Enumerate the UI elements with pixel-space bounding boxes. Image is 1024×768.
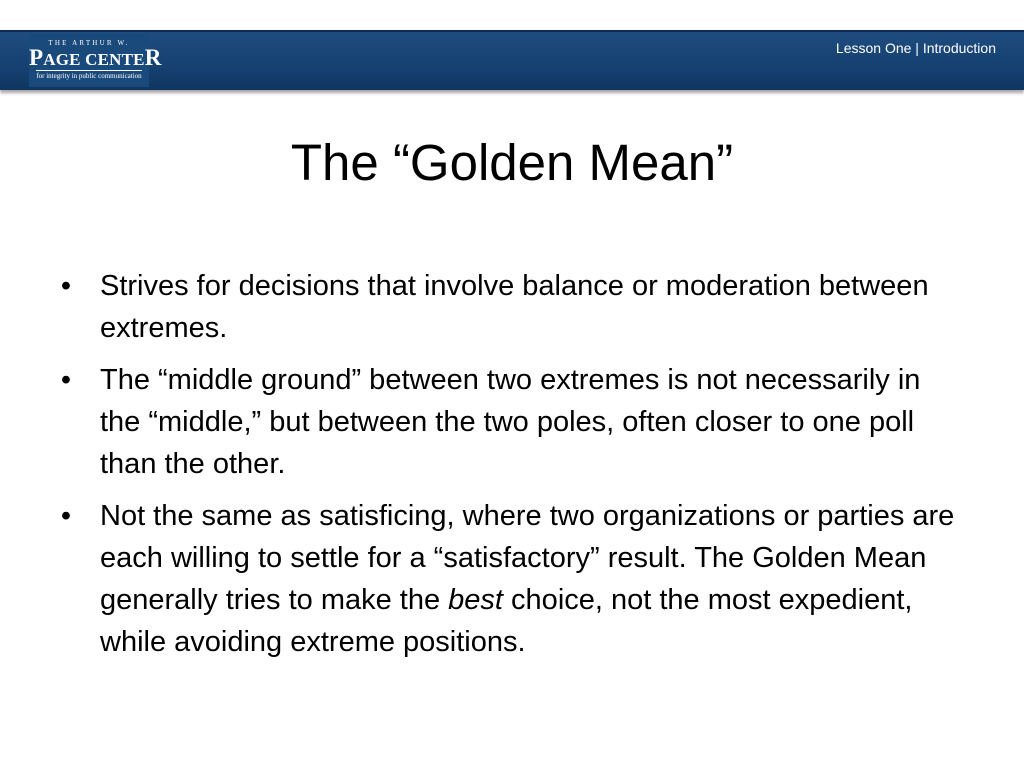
bullet-text: Strives for decisions that involve balance or moderation between extremes. (100, 270, 929, 344)
bullet-icon: • (60, 364, 72, 396)
bullet-emphasis: best (448, 584, 503, 616)
logo-line-2-mid: AGE CENTE (43, 50, 145, 69)
slide-title: The “Golden Mean” (290, 134, 734, 191)
bullet-list (56, 265, 956, 673)
logo-line-2 (29, 45, 162, 70)
bullet-item (56, 495, 956, 663)
bullet-text: The “middle ground” between two extremes is not necessarily in the “middle,” but between the two poles, often closer to one poll than the other. (100, 364, 921, 480)
page-center-logo (29, 33, 162, 87)
bullet-icon: • (60, 500, 72, 532)
logo-cap-r: R (144, 45, 162, 70)
header-rule (0, 30, 1024, 32)
logo-divider (36, 70, 142, 71)
logo-line-3: for integrity in public communication (36, 72, 142, 80)
logo-line-1: THE ARTHUR W. (48, 39, 130, 47)
bullet-icon: • (60, 270, 72, 302)
bullet-text-after: choice, not the most expedient, while avoiding extreme positions. (100, 584, 913, 658)
bullet-item (56, 359, 956, 485)
bullet-item (56, 265, 956, 349)
logo-cap-p: P (29, 45, 44, 70)
lesson-label: Lesson One | Introduction (835, 40, 996, 56)
bullet-text-before: Not the same as satisficing, where two organizations or parties are each willing to settle for a “satisfactory” result. The Golden Mean generally tries to make the (100, 500, 955, 616)
